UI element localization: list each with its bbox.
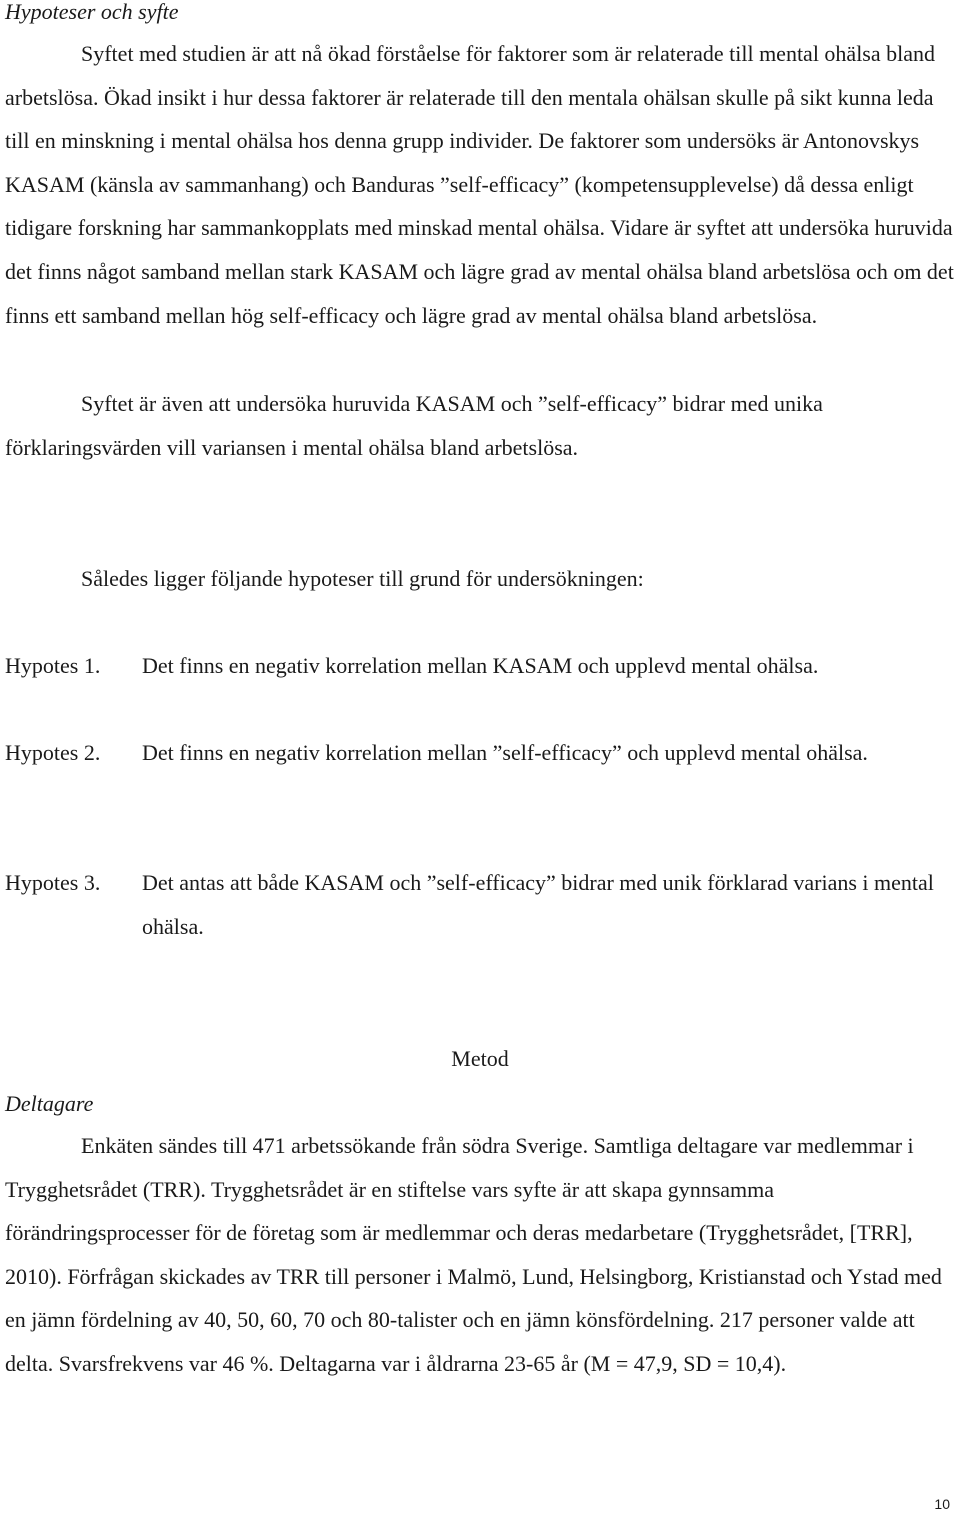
hypothesis-text: Det finns en negativ korrelation mellan ”self-efficacy” och upplevd mental ohälsa. [142,740,868,765]
paragraph-syfte-text: Syftet med studien är att nå ökad förståelse för faktorer som är relaterade till mental ohälsa bland arbetslösa. Ökad insikt i hur dessa faktorer är relaterade till den mentala ohälsan skulle på sikt kunna leda till en minskning i mental ohälsa hos denna grupp individer. De faktorer som undersöks är Antonovskys KASAM (känsla av sammanhang) och Banduras ”self-efficacy” (kompetensupplevelse) då dessa enligt tidigare forskning har sammankopplats med minskad mental ohälsa. Vidare är syftet att undersöka huruvida det finns något samband mellan stark KASAM och lägre grad av mental ohälsa bland arbetslösa och om det finns ett samband mellan hög self-efficacy och lägre grad av mental ohälsa bland arbetslösa. [5,41,954,328]
paragraph-deltagare [5,1124,955,1386]
hypothesis-text: Det antas att både KASAM och ”self-efficacy” bidrar med unik förklarad varians i mental ohälsa. [142,870,934,939]
paragraph-syfte-2-text: Syftet är även att undersöka huruvida KASAM och ”self-efficacy” bidrar med unika förklaringsvärden vill variansen i mental ohälsa bland arbetslösa. [5,391,823,460]
hypothesis-text: Det finns en negativ korrelation mellan KASAM och upplevd mental ohälsa. [142,653,819,678]
hypothesis-label: Hypotes 1. [5,653,101,678]
paragraph-syfte-2 [5,382,955,469]
page-number: 10 [934,1496,950,1512]
section-title-metod: Metod [451,1046,509,1071]
paragraph-syfte [5,32,955,337]
hypothesis-label: Hypotes 2. [5,740,101,765]
section-heading-hypoteser: Hypoteser och syfte [5,0,179,24]
paragraph-deltagare-text: Enkäten sändes till 471 arbetssökande från södra Sverige. Samtliga deltagare var medlemmar i Trygghetsrådet (TRR). Trygghetsrådet är en stiftelse vars syfte är att skapa gynnsamma förändringsprocesser för de företag som är medlemmar och deras medarbetare (Trygghetsrådet, [TRR], 2010). Förfrågan skickades av TRR till personer i Malmö, Lund, Helsingborg, Kristianstad och Ystad med en jämn fördelning av 40, 50, 60, 70 och 80-talister och en jämn könsfördelning. 217 personer valde att delta. Svarsfrekvens var 46 %. Deltagarna var i åldrarna 23-65 år (M = 47,9, SD = 10,4). [5,1133,942,1376]
subheading-deltagare: Deltagare [5,1091,94,1116]
hypothesis-label: Hypotes 3. [5,870,101,895]
hypotheses-intro: Således ligger följande hypoteser till grund för undersökningen: [81,566,644,591]
